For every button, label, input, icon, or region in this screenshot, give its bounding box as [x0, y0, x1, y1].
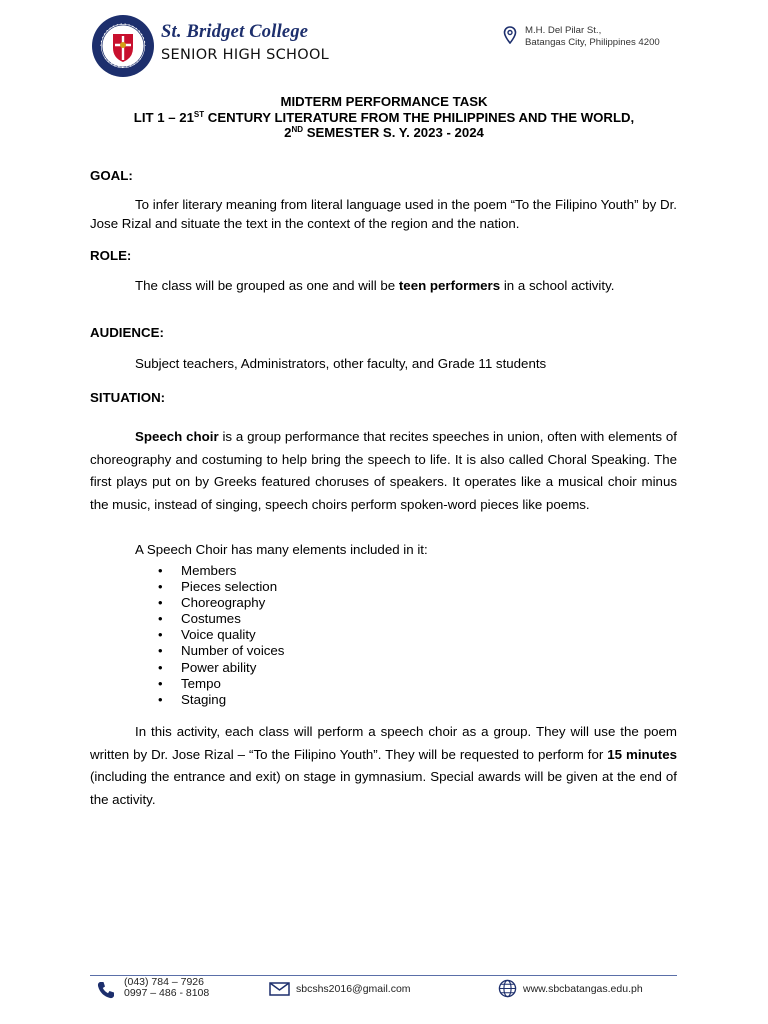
role-text: [90, 276, 677, 295]
email-address[interactable]: sbcshs2016@gmail.com: [296, 983, 411, 995]
title-line-3: [60, 125, 708, 141]
situation-paragraph-2: [90, 721, 677, 811]
email-icon: [269, 982, 290, 996]
list-item: • Power ability: [155, 660, 284, 676]
title-line-3-rest: SEMESTER S. Y. 2023 - 2024: [303, 125, 484, 140]
audience-heading: AUDIENCE:: [90, 325, 164, 340]
phone-number-1: (043) 784 – 7926: [124, 976, 204, 988]
goal-heading: GOAL:: [90, 168, 133, 183]
list-item: • Members: [155, 563, 284, 579]
title-line-3-text: 2: [284, 125, 292, 140]
phone-icon: [96, 980, 116, 1000]
title-line-2-rest: CENTURY LITERATURE FROM THE PHILIPPINES AND THE WORLD,: [204, 109, 635, 125]
situation-term: Speech choir: [135, 429, 219, 444]
list-item: • Staging: [155, 692, 284, 708]
list-item: • Tempo: [155, 676, 284, 692]
role-text-emphasis: teen performers: [398, 278, 501, 293]
phone-numbers: [124, 977, 209, 999]
document-title: [60, 94, 708, 141]
website-link[interactable]: www.sbcbatangas.edu.ph: [523, 983, 643, 995]
list-item: • Pieces selection: [155, 579, 284, 595]
college-name: St. Bridget College: [161, 22, 309, 42]
globe-icon: [498, 979, 517, 998]
elements-list: [155, 563, 284, 708]
title-line-3-sup: ND: [291, 125, 304, 134]
situation-heading: SITUATION:: [90, 390, 166, 405]
college-seal-logo: [91, 14, 155, 78]
role-heading: ROLE:: [90, 248, 132, 263]
list-item: • Number of voices: [155, 643, 284, 659]
role-text-end: in a school activity.: [500, 278, 615, 293]
elements-intro: A Speech Choir has many elements included in it:: [135, 542, 428, 557]
location-pin-icon: [503, 26, 517, 44]
situation-paragraph-2-end: (including the entrance and exit) on stage in gymnasium. Special awards will be given at the end of the activity.: [90, 769, 677, 807]
address-line-2: Batangas City, Philippines 4200: [525, 37, 660, 48]
audience-text: Subject teachers, Administrators, other faculty, and Grade 11 students: [135, 356, 547, 371]
school-name: SENIOR HIGH SCHOOL: [161, 47, 330, 63]
situation-paragraph-1-text: is a group performance that recites speeches in union, often with elements of choreography and costuming to help bring the speech to life. It is also called Choral Speaking. The first plays put on by Greeks featured choruses of speakers. It operates like a musical choir minus the music, instead of singing, speech choirs perform spoken-word pieces like poems.: [90, 429, 677, 512]
list-item: • Voice quality: [155, 627, 284, 643]
list-item: • Costumes: [155, 611, 284, 627]
phone-number-2: 0997 – 486 - 8108: [124, 987, 210, 999]
role-text-start: The class will be grouped as one and will be: [135, 278, 399, 293]
title-line-2-sup: ST: [193, 109, 205, 119]
title-line-2-text: LIT 1 – 21: [133, 109, 194, 125]
duration-emphasis: 15 minutes: [607, 746, 678, 762]
goal-text: To infer literary meaning from literal language used in the poem “To the Filipino Youth” by Dr. Jose Rizal and situate the text in the context of the region and the nation.: [90, 197, 677, 232]
title-line-2: [60, 110, 708, 126]
list-item: • Choreography: [155, 595, 284, 611]
situation-paragraph-1: [90, 426, 677, 516]
title-line-1: MIDTERM PERFORMANCE TASK: [280, 94, 488, 109]
address: [525, 25, 660, 49]
address-line-1: M.H. Del Pilar St.,: [525, 25, 602, 36]
situation-paragraph-2-text: In this activity, each class will perform a speech choir as a group. They will use the poem written by Dr. Jose Rizal – “To the Filipino Youth”. They will be requested to perform for: [90, 724, 677, 762]
